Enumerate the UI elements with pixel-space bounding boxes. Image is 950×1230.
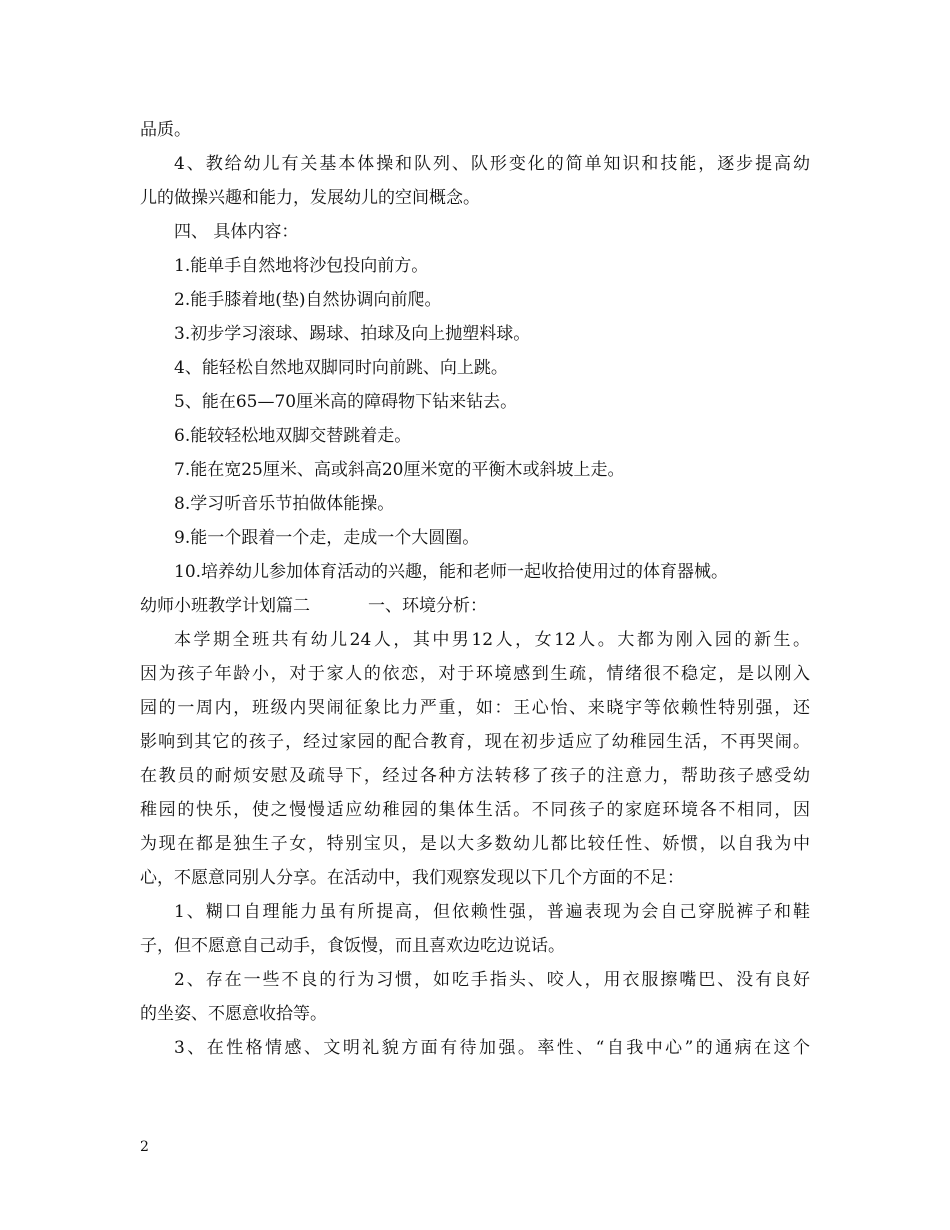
paragraph-line: 在教员的耐烦安慰及疏导下，经过各种方法转移了孩子的注意力，帮助孩子感受幼 (140, 766, 810, 786)
list-item: 5、能在65—70厘米高的障碍物下钻来钻去。 (174, 392, 518, 412)
paragraph-line: 稚园的快乐，使之慢慢适应幼稚园的集体生活。不同孩子的家庭环境各不相同，因 (140, 800, 810, 820)
paragraph-line: 影响到其它的孩子，经过家园的配合教育，现在初步适应了幼稚园生活，不再哭闹。 (140, 732, 810, 752)
paragraph-line: 2、存在一些不良的行为习惯，如吃手指头、咬人，用衣服擦嘴巴、没有良好 (174, 970, 810, 990)
section-heading-four: 四、 具体内容： (174, 222, 299, 242)
section-title: 幼师小班教学计划篇二 (140, 596, 310, 616)
list-item: 9.能一个跟着一个走，走成一个大圆圈。 (174, 528, 480, 548)
list-item: 3.初步学习滚球、踢球、拍球及向上抛塑料球。 (174, 324, 531, 344)
paragraph-line: 园的一周内，班级内哭闹征象比力严重，如：王心怡、来晓宇等依赖性特别强，还 (140, 698, 810, 718)
section-subtitle: 一、环境分析： (368, 596, 487, 616)
document-body (140, 113, 810, 1065)
paragraph-line: 的坐姿、不愿意收拾等。 (140, 1004, 327, 1024)
list-item: 7.能在宽25厘米、高或斜高20厘米宽的平衡木或斜坡上走。 (174, 460, 625, 480)
paragraph-line: 4、教给幼儿有关基本体操和队列、队形变化的简单知识和技能，逐步提高幼 (174, 154, 810, 174)
list-item: 6.能较轻松地双脚交替跳着走。 (174, 426, 412, 446)
list-item: 4、能轻松自然地双脚同时向前跳、向上跳。 (174, 358, 508, 378)
paragraph-line: 本学期全班共有幼儿24人，其中男12人，女12人。大都为刚入园的新生。 (174, 630, 810, 650)
list-item: 8.学习听音乐节拍做体能操。 (174, 494, 395, 514)
list-item: 2.能手膝着地(垫)自然协调向前爬。 (174, 290, 442, 310)
paragraph-line: 儿的做操兴趣和能力，发展幼儿的空间概念。 (140, 188, 480, 208)
page-number: 2 (140, 1139, 149, 1155)
paragraph-line: 因为孩子年龄小，对于家人的依恋，对于环境感到生疏，情绪很不稳定，是以刚入 (140, 664, 810, 684)
paragraph-line: 品质。 (140, 120, 191, 140)
paragraph-line: 子，但不愿意自己动手，食饭慢，而且喜欢边吃边说话。 (140, 936, 565, 956)
list-item: 10.培养幼儿参加体育活动的兴趣，能和老师一起收拾使用过的体育器械。 (174, 562, 729, 582)
list-item: 1.能单手自然地将沙包投向前方。 (174, 256, 429, 276)
paragraph-line: 心，不愿意同别人分享。在活动中，我们观察发现以下几个方面的不足： (140, 868, 684, 888)
paragraph-line: 为现在都是独生子女，特别宝贝，是以大多数幼儿都比较任性、娇惯，以自我为中 (140, 834, 810, 854)
section-title-line (140, 589, 810, 623)
paragraph-line: 3、在性格情感、文明礼貌方面有待加强。率性、“自我中心”的通病在这个 (174, 1038, 810, 1058)
paragraph-line: 1、糊口自理能力虽有所提高，但依赖性强，普遍表现为会自己穿脱裤子和鞋 (174, 902, 810, 922)
